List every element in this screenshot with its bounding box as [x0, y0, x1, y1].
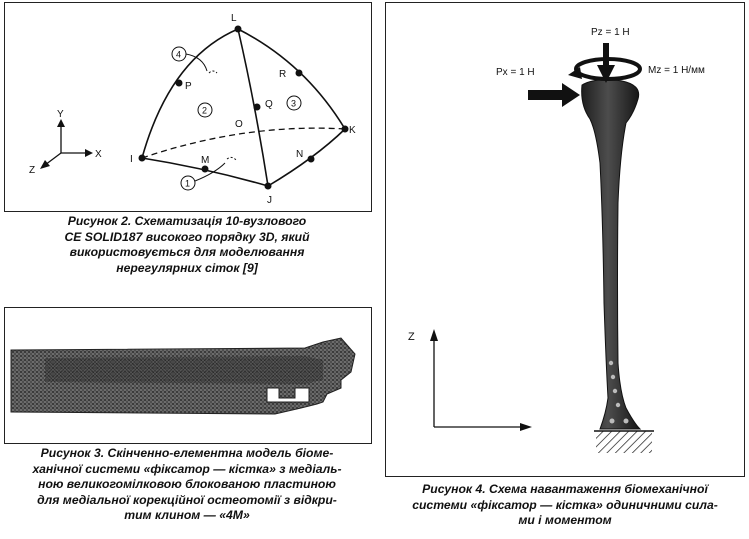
screw-hole	[624, 419, 629, 424]
figure4-panel	[385, 2, 745, 477]
node-N-dot	[308, 156, 315, 163]
node-I-label: I	[130, 154, 133, 165]
caption-line: системи «фіксатор — кістка» одиничними сила-	[412, 497, 718, 512]
caption-line: Рисунок 2. Схематизація 10-вузлового	[67, 214, 307, 228]
axis-x-label: X	[95, 149, 102, 160]
axis-y-arrow	[57, 119, 65, 127]
force-x-label: Px = 1 H	[496, 67, 535, 78]
node-K-label: K	[349, 125, 356, 136]
axis-x-arrow	[85, 149, 93, 157]
face-4-label: 4	[176, 49, 182, 60]
caption-line: тим клином — «4М»	[124, 508, 250, 522]
edge-L-J	[238, 29, 268, 186]
node-R-dot	[296, 70, 303, 77]
face-3-label: 3	[291, 98, 297, 109]
figure3-caption	[2, 446, 372, 524]
axis-y-label: Y	[57, 109, 64, 120]
screw-hole	[610, 419, 615, 424]
node-O-label: O	[235, 119, 243, 130]
node-M-dot	[202, 166, 209, 173]
node-K-dot	[342, 126, 349, 133]
edge-I-K-hidden	[142, 128, 345, 158]
edge-J-K	[268, 129, 345, 186]
node-Q-dot	[254, 104, 261, 111]
node-P-label: P	[185, 81, 192, 92]
caption-line: Рисунок 3. Скінченно-елементна модель біоме-	[40, 446, 334, 460]
screw-hole	[609, 361, 613, 365]
caption-line: СЕ SOLID187 високого порядку 3D, який	[64, 229, 310, 244]
figure2-caption	[4, 214, 370, 276]
node-L-label: L	[231, 13, 237, 24]
screw-hole	[611, 375, 615, 379]
face-4-arc	[209, 71, 217, 73]
figure2-panel	[4, 2, 372, 212]
force-x-head	[562, 83, 580, 107]
caption-line: ною великогомілковою блокованою пластиною	[38, 477, 336, 491]
edge-I-L	[142, 29, 238, 158]
axis-x-arrow	[520, 423, 532, 431]
node-N-label: N	[296, 149, 304, 160]
caption-line: ханічної системи «фіксатор — кістка» з медіаль-	[32, 461, 342, 476]
fixed-support	[596, 431, 652, 453]
caption-line: нерегулярних сіток [9]	[116, 260, 258, 275]
fe-mesh-model	[5, 308, 371, 443]
axis-z-label: Z	[408, 331, 415, 343]
caption-line: Рисунок 4. Схема навантаження біомеханічної	[422, 482, 708, 496]
plate-mesh	[45, 356, 323, 384]
caption-line: використовується для моделювання	[69, 245, 305, 259]
node-Q-label: Q	[265, 99, 273, 110]
edge-L-K	[238, 29, 345, 129]
node-M-label: M	[201, 155, 210, 166]
face-2-label: 2	[202, 105, 208, 116]
loading-scheme	[386, 3, 744, 476]
moment-label: Mz = 1 H/мм	[648, 65, 705, 76]
caption-line: для медіальної корекційної остеотомії з відкри-	[37, 492, 337, 507]
face-1-arc	[227, 157, 237, 161]
node-I-dot	[139, 155, 146, 162]
caption-line: ми і моментом	[518, 513, 612, 527]
node-J-label: J	[267, 195, 272, 206]
axis-z-label: Z	[29, 165, 36, 176]
bone-model	[582, 80, 640, 429]
node-L-dot	[235, 26, 242, 33]
axis-z-arrow	[430, 329, 438, 341]
face-1-label: 1	[185, 178, 191, 189]
screw-hole	[616, 403, 620, 407]
figure3-panel	[4, 307, 372, 444]
face-1-leader	[195, 163, 225, 181]
node-R-label: R	[279, 69, 287, 80]
force-z-label: Pz = 1 H	[591, 27, 630, 38]
screw-hole	[613, 389, 617, 393]
axis-z-arrow	[40, 160, 50, 169]
node-P-dot	[176, 80, 183, 87]
figure4-caption	[384, 482, 746, 529]
node-J-dot	[265, 183, 272, 190]
tetrahedron-diagram	[5, 3, 371, 211]
